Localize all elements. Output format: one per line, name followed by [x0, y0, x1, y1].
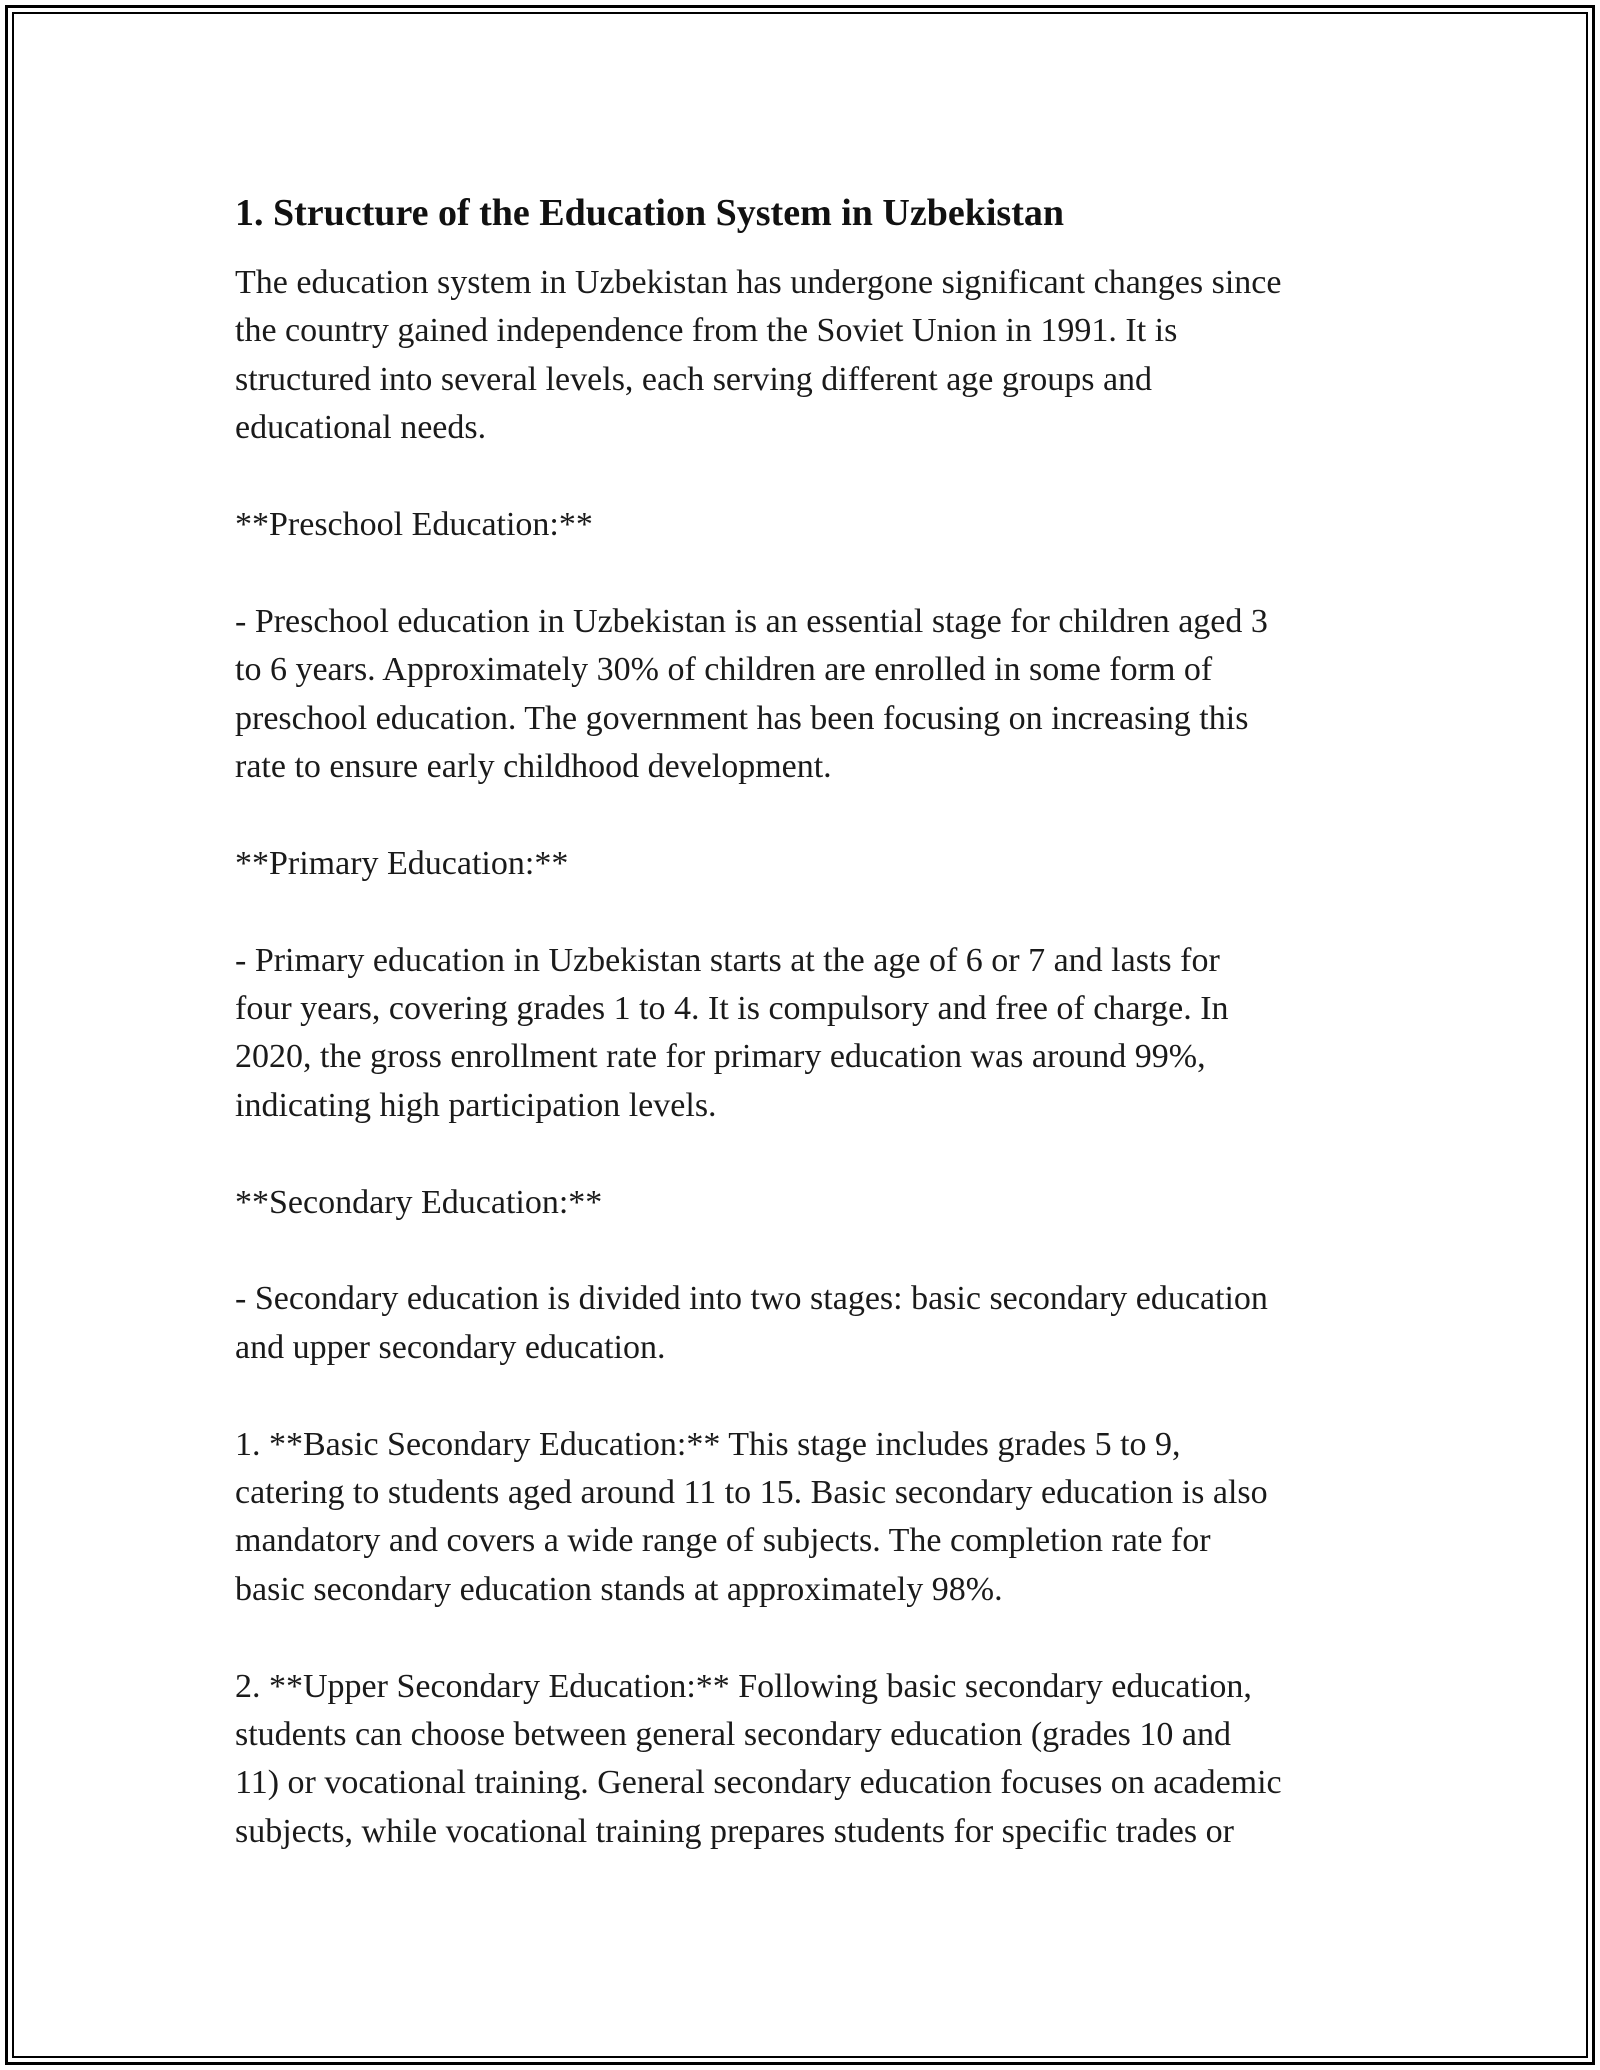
primary-paragraph: - Primary education in Uzbekistan starts at the age of 6 or 7 and lasts for four years, covering grades 1 to 4. It is compulsory and free of charge. In 2020, the gross enrollment rate for primary education was around 99%, indicating high participation levels.	[235, 941, 1229, 1124]
upper-secondary-paragraph: 2. **Upper Secondary Education:** Following basic secondary education, students can choose between general secondary education (grades 10 and 11) or vocational training. General secondary education focuses on academic subjects, while vocational training prepares students for specific trades or	[235, 1667, 1282, 1850]
secondary-heading: **Secondary Education:**	[235, 1183, 603, 1221]
page-title: 1. Structure of the Education System in Uzbekistan	[235, 192, 1064, 234]
intro-paragraph: The education system in Uzbekistan has undergone significant changes since the country gained independence from the Soviet Union in 1991. It is structured into several levels, each serving different age groups and educational needs.	[235, 264, 1282, 447]
secondary-paragraph: - Secondary education is divided into two stages: basic secondary education and upper secondary education.	[235, 1280, 1268, 1366]
preschool-paragraph: - Preschool education in Uzbekistan is an essential stage for children aged 3 to 6 years. Approximately 30% of children are enrolled in some form of preschool education. The government has been focusing on increasing this rate to ensure early childhood development.	[235, 602, 1268, 786]
preschool-heading: **Preschool Education:**	[235, 506, 593, 544]
document-body	[235, 187, 1395, 1905]
basic-secondary-paragraph: 1. **Basic Secondary Education:** This stage includes grades 5 to 9, catering to students aged around 11 to 15. Basic secondary education is also mandatory and covers a wide range of subjects. The completion rate for basic secondary education stands at approximately 98%.	[235, 1425, 1268, 1608]
primary-heading: **Primary Education:**	[235, 844, 569, 882]
